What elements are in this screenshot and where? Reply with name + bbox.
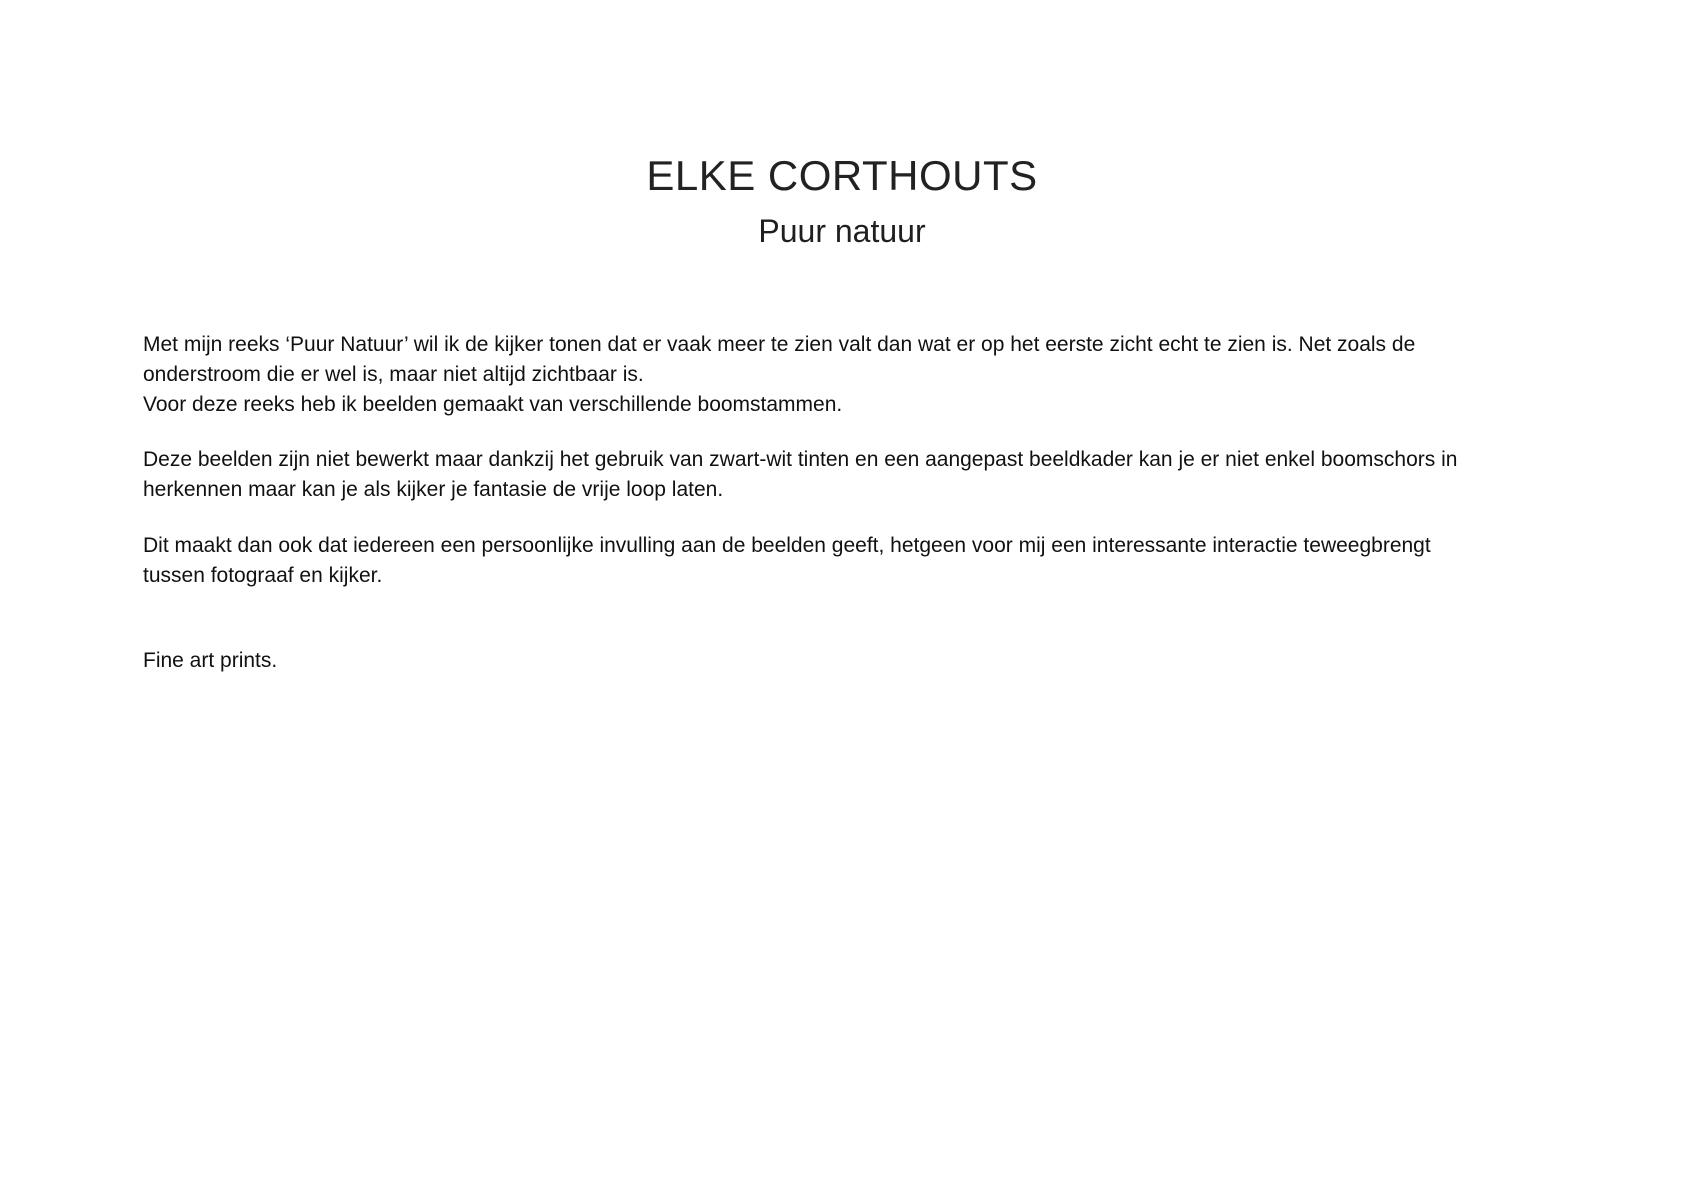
paragraph-line: Deze beelden zijn niet bewerkt maar dankzij het gebruik van zwart-wit tinten en een aangepast beeldkader kan je er niet enkel boomschors in	[143, 448, 1458, 471]
page-title: ELKE CORTHOUTS	[646, 152, 1038, 199]
paragraph-line: tussen fotograaf en kijker.	[143, 564, 383, 587]
page-subtitle: Puur natuur	[758, 213, 926, 249]
paragraph-line: onderstroom die er wel is, maar niet altijd zichtbaar is.	[143, 363, 644, 386]
paragraph-editing	[143, 445, 1563, 505]
paragraph-line: Voor deze reeks heb ik beelden gemaakt van verschillende boomstammen.	[143, 393, 843, 416]
paragraph-line: Fine art prints.	[143, 649, 278, 672]
paragraph-interaction	[143, 531, 1563, 591]
paragraph-prints-note	[143, 646, 1563, 676]
paragraph-intro	[143, 330, 1563, 420]
paragraph-line: herkennen maar kan je als kijker je fantasie de vrije loop laten.	[143, 478, 724, 501]
paragraph-line: Dit maakt dan ook dat iedereen een persoonlijke invulling aan de beelden geeft, hetgeen voor mij een interessante interactie teweegbrengt	[143, 534, 1431, 557]
paragraph-line: Met mijn reeks ‘Puur Natuur’ wil ik de kijker tonen dat er vaak meer te zien valt dan wat er op het eerste zicht echt te zien is. Net zoals de	[143, 333, 1416, 356]
